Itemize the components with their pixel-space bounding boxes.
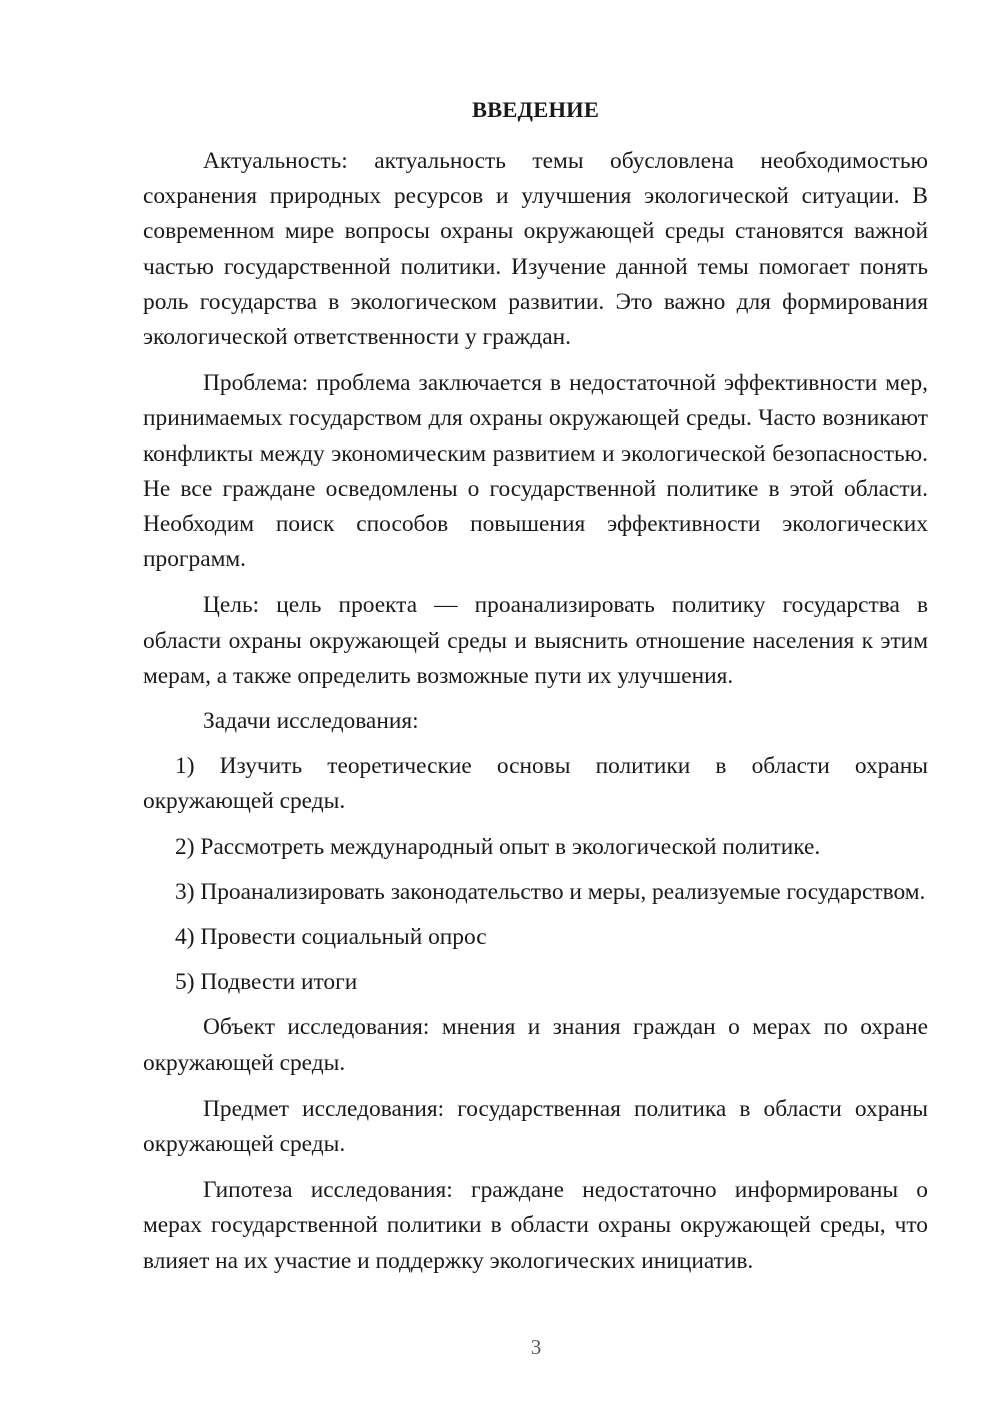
tasks-heading: Задачи исследования: xyxy=(203,708,419,735)
page-content xyxy=(143,94,928,1279)
paragraph-problem: Проблема: проблема заключается в недостаточной эффективности мер, принимаемых государством для охраны окружающей среды. Часто возникают конфликты между экономическим развитием и экологической безопасностью. Не все граждане осведомлены о государственной политике в этой области. Необходим поиск способов повышения эффективности экологических программ. xyxy=(143,370,928,573)
task-item-1: 1) Изучить теоретические основы политики в области охраны окружающей среды. xyxy=(143,753,928,815)
task-item-4: 4) Провести социальный опрос xyxy=(175,924,487,951)
page-title: ВВЕДЕНИЕ xyxy=(471,97,600,122)
paragraph-object: Объект исследования: мнения и знания граждан о мерах по охране окружающей среды. xyxy=(143,1014,928,1076)
paragraph-hypothesis: Гипотеза исследования: граждане недостаточно информированы о мерах государственной политики в области охраны окружающей среды, что влияет на их участие и поддержку экологических инициатив. xyxy=(143,1177,928,1274)
task-item-2: 2) Рассмотреть международный опыт в экологической политике. xyxy=(175,833,821,860)
task-item-5: 5) Подвести итоги xyxy=(175,969,358,996)
paragraph-relevance: Актуальность: актуальность темы обусловлена необходимостью сохранения природных ресурсов и улучшения экологической ситуации. В современном мире вопросы охраны окружающей среды становятся важной частью государственной политики. Изучение данной темы помогает понять роль государства в экологическом развитии. Это важно для формирования экологической ответственности у граждан. xyxy=(143,148,928,351)
paragraph-goal: Цель: цель проекта — проанализировать политику государства в области охраны окружающей среды и выяснить отношение населения к этим мерам, а также определить возможные пути их улучшения. xyxy=(143,592,928,689)
task-item-3: 3) Проанализировать законодательство и меры, реализуемые государством. xyxy=(175,878,926,905)
paragraph-subject: Предмет исследования: государственная политика в области охраны окружающей среды. xyxy=(143,1095,928,1158)
page-number: 3 xyxy=(530,1335,542,1359)
